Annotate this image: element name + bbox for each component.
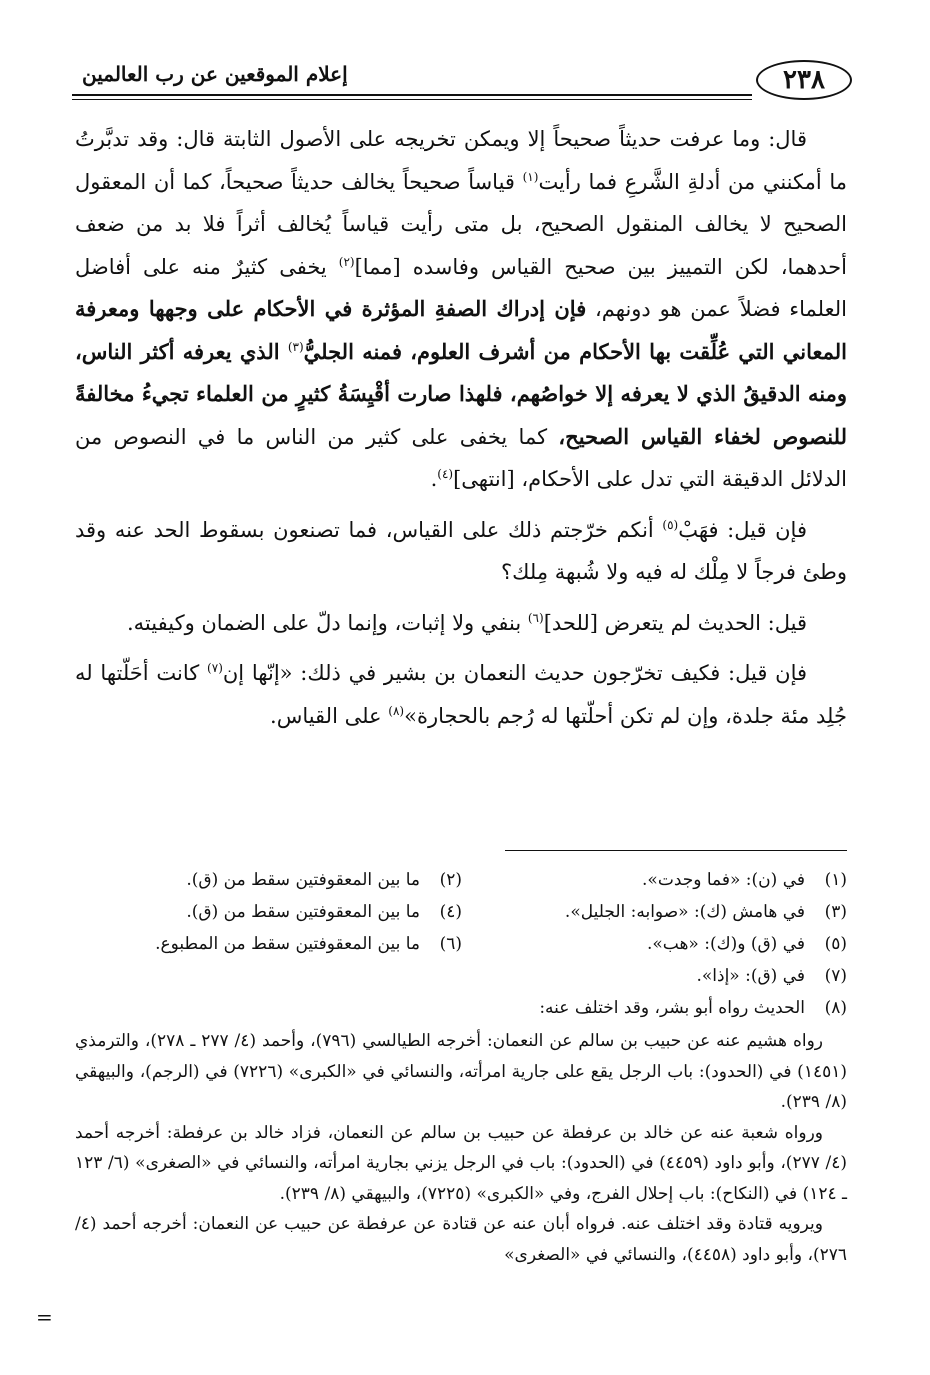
paragraph-3 — [75, 602, 847, 645]
main-text — [75, 118, 847, 737]
text-run: فإن قيل: فكيف تخرّجون حديث النعمان بن بشير في ذلك: «إنّها إن — [222, 661, 808, 685]
footnote-ref: (٧) — [207, 661, 223, 675]
text-run: قيل: الحديث لم يتعرض [للحد] — [543, 610, 807, 635]
footnote-number: (٣) — [824, 902, 847, 922]
footnote-ref: (٥) — [662, 517, 679, 532]
footnote-text: في (ن): «فما وجدت». — [642, 870, 805, 890]
footnote-paragraph: ويرويه قتادة وقد اختلف عنه. فرواه أبان عنه عن قتادة عن عرفطة عن حبيب عن النعمان: أخرجه أحمد (٤/ ٢٧٦)، وأبو داود (٤٤٥٨)، والنسائي في «الصغرى» — [75, 1214, 847, 1265]
page-number: ٢٣٨ — [756, 60, 852, 100]
text-run: فإن قيل: فهَبْ — [678, 517, 807, 542]
footnote-text: في هامش (ك): «صوابه: الجليل». — [564, 902, 805, 922]
footnote-4 — [186, 896, 462, 928]
footnote-2 — [186, 864, 462, 896]
footnote-ref: (١) — [522, 169, 539, 184]
bold-run: الذي يعرفه أكثر الناس، ومنه الدقيقُ الذي لا يعرفه إلا خواصُهم، فلهذا صارت أقْيِسَةُ كثيرٍ من العلماء تجيءُ مخالفةً للنصوص لخفاء القياس الصحيح، — [75, 338, 847, 449]
footnote-number: (٦) — [439, 934, 462, 954]
footnote-number: (١) — [824, 870, 847, 890]
text-run: كانت أحَلّتها له جُلِد مئة جلدة، وإن لم تكن أحلّتها له رُجم بالحجارة» — [75, 661, 847, 728]
footnote-5 — [647, 928, 847, 960]
footnote-ref: (٣) — [287, 339, 304, 354]
footnote-ref: (٢) — [338, 254, 355, 269]
book-title: إعلام الموقعين عن رب العالمين — [82, 62, 348, 86]
header-rule-thin — [72, 99, 752, 100]
text-run: كما يخفى على كثير من الناس ما في النصوص من الدلائل الدقيقة التي تدل على الأحكام، [انتهى] — [75, 424, 847, 491]
text-run: على القياس. — [270, 703, 389, 728]
footnote-number: (٨) — [824, 998, 847, 1018]
footnote-8-detail — [75, 1026, 847, 1270]
paragraph-2 — [75, 509, 847, 594]
footnote-text: ما بين المعقوفتين سقط من (ق). — [186, 870, 420, 890]
footnote-7 — [696, 960, 847, 992]
footnote-paragraph: ورواه شعبة عنه عن خالد بن عرفطة عن حبيب بن سالم عن النعمان، فزاد خالد بن عرفطة: أخرجه أحمد (٤/ ٢٧٧)، وأبو داود (٤٤٥٩) في (الحدود): باب في الرجل يزني بجارية امرأته، والنسائي في «الصغرى» (٦/ ١٢٣ ـ ١٢٤) في (النكاح): باب إحلال الفرج، وفي «الكبرى» (٧٢٢٥)، والبيهقي (٨/ ٢٣٩). — [75, 1122, 847, 1204]
text-run: يخفى كثيرٌ منه على أفاضل العلماء فضلاً عمن هو دونهم، — [75, 254, 847, 321]
footnote-1 — [642, 864, 847, 896]
footnote-ref: (٨) — [388, 703, 405, 718]
continuation-mark: = — [36, 1305, 53, 1329]
running-header — [72, 60, 852, 104]
footnote-number: (٥) — [824, 934, 847, 954]
paragraph-1 — [75, 118, 847, 501]
footnote-separator — [505, 850, 847, 851]
text-run: قال: وما عرفت حديثاً صحيحاً إلا ويمكن تخريجه على الأصول الثابتة قال: وقد تدبَّرتُ ما أمكنني من أدلةِ الشَّرعِ فما رأيت — [75, 127, 847, 194]
footnote-number: (٧) — [824, 966, 847, 986]
footnote-paragraph: رواه هشيم عنه عن حبيب بن سالم عن النعمان: أخرجه الطيالسي (٧٩٦)، وأحمد (٤/ ٢٧٧ ـ ٢٧٨)، والترمذي (١٤٥١) في (الحدود): باب الرجل يقع على جارية امرأته، والنسائي في «الكبرى» (٧٢٢٦) في (الرجم)، والبيهقي (٨/ ٢٣٩). — [75, 1031, 847, 1112]
text-run: بنفي ولا إثبات، وإنما دلّ على الضمان وكيفيته. — [127, 610, 528, 635]
paragraph-4 — [75, 652, 847, 737]
footnote-number: (٤) — [439, 902, 462, 922]
footnote-text: ما بين المعقوفتين سقط من (ق). — [186, 902, 420, 922]
header-rule — [72, 94, 752, 96]
footnote-3 — [565, 896, 847, 928]
bold-run: فإن إدراك الصفةِ المؤثرة في الأحكام على وجهها ومعرفة المعاني التي عُلِّقت بها الأحكام من أشرف العلوم، فمنه الجليُّ — [75, 296, 848, 364]
text-run: أنكم خرّجتم ذلك على القياس، فما تصنعون بسقوط الحد عنه وقد وطئ فرجاً لا مِلْك له فيه ولا شُبهة مِلك؟ — [75, 517, 847, 584]
footnote-ref: (٦) — [527, 610, 544, 625]
text-run: . — [430, 467, 438, 491]
footnote-text: في (ق): «إذا». — [696, 966, 805, 986]
footnote-6 — [155, 928, 462, 960]
footnote-text: في (ق) و(ك): «هب». — [646, 934, 805, 954]
footnote-ref: (٤) — [437, 467, 454, 481]
footnote-text: ما بين المعقوفتين سقط من المطبوع. — [155, 934, 420, 954]
footnote-8 — [539, 992, 847, 1024]
footnote-number: (٢) — [439, 870, 462, 890]
footnote-text: الحديث رواه أبو بشر، وقد اختلف عنه: — [539, 998, 805, 1018]
text-run: قياساً صحيحاً يخالف حديثاً صحيحاً، كما أن المعقول الصحيح لا يخالف المنقول الصحيح، بل متى رأيت قياساً يُخالف أثراً فلا بد من ضعف أحدهما، لكن التمييز بين صحيح القياس وفاسده [مما] — [75, 169, 847, 279]
